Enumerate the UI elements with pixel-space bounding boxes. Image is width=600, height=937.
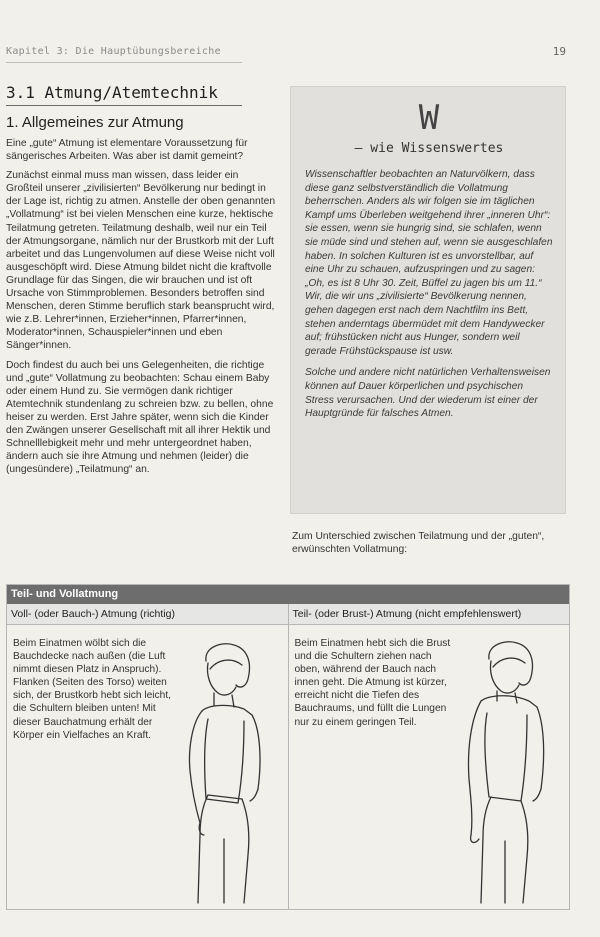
table-title: Teil- und Vollatmung (7, 585, 569, 604)
paragraph-observation: Doch findest du auch bei uns Gelegenheiten, die richtige und „gute“ Vollatmung zu beobachten: Schau einem Baby oder einem Hund zu. Sie vermögen dank richtiger Atemtechnik stundenlang zu schreien bzw. zu bellen, ohne heiser zu werden. Erst Jahre später, wenn sich die Kinder den Zwängen unserer Gesellschaft mit all ihrer Hektik und Schnelllebigkeit mehr und mehr untergeordnet haben, ändern auch sie ihre Atmung und nehmen (leider) die (ungesündere) „Teilatmung“ an. (6, 359, 274, 476)
table-body (7, 625, 569, 910)
page-number: 19 (552, 45, 566, 58)
subsection-title: 1. Allgemeines zur Atmung (6, 114, 184, 131)
figure-chest-breathing-illustration (459, 639, 559, 909)
info-box-paragraph: Solche und andere nicht natürlichen Verhaltensweisen können auf Dauer körperlichen und psychischen Stress verursachen. Und der wiederum ist einer der Hauptgründe für falsches Atmen. (305, 367, 551, 420)
main-text-column (6, 83, 276, 482)
breathing-comparison-table (6, 584, 570, 910)
cell-partial-breathing (288, 625, 570, 910)
partial-breathing-description: Beim Einatmen hebt sich die Brust und die Schultern ziehen nach oben, während der Bauch nach innen geht. Die Atmung ist kürzer, erreicht nicht die Tiefen des Bauchraums, und füllt die Lungen nur zu einem geringen Teil. (294, 638, 451, 728)
full-breathing-description: Beim Einatmen wölbt sich die Bauchdecke nach außen (die Luft nimmt diesen Platz in Anspruch). Flanken (Seiten des Torso) weiten sich, der Brustkorb hebt sich leicht, die Schultern bleiben unten! Mit dieser Bauchatmung erhält der Körper ein Vielfaches an Kraft. (13, 638, 171, 741)
figure-belly-breathing-illustration (178, 639, 278, 909)
column-header-full-breathing: Voll- (oder Bauch-) Atmung (richtig) (7, 604, 288, 624)
running-head: Kapitel 3: Die Hauptübungsbereiche (6, 46, 221, 57)
section-title: 3.1 Atmung/Atemtechnik (6, 83, 242, 106)
column-header-partial-breathing: Teil- (oder Brust-) Atmung (nicht empfehlenswert) (288, 604, 570, 624)
info-box-title: – wie Wissenswertes (354, 141, 504, 156)
paragraph-intro: Eine „gute“ Atmung ist elementare Voraussetzung für sängerisches Arbeiten. Was aber ist damit gemeint? (6, 138, 248, 163)
table-column-headers (7, 604, 569, 625)
paragraph-partial-breathing: Zunächst einmal muss man wissen, dass leider ein Großteil unserer „zivilisierten“ Bevölkerung nur bedingt in der Lage ist, richtig zu atmen. Anstelle der oben genannten „Vollatmung“ ist bei vielen Menschen eine kurze, hektische Teilatmung getreten. Teilatmung deshalb, weil nur ein Teil der Atmungsorgane, nämlich nur der Brustkorb mit der Luft arbeitet und das Lungenvolumen auf diese Weise nicht voll ausgeschöpft wird. Diese Atmung bildet nicht die kraftvolle Grundlage für das Singen, die wir brauchen und ist oft Ursache von Stimmproblemen. Besonders betroffen sind Menschen, deren Stimme beruflich stark beansprucht wird, wie z.B. Lehrer*innen, Erzieher*innen, Pfarrer*innen, Moderator*innen, Schauspieler*innen und eben Sänger*innen. (6, 170, 276, 352)
info-box-letter: W (418, 98, 440, 138)
table-intro-text: Zum Unterschied zwischen Teilatmung und der „guten“, erwünschten Vollatmung: (292, 531, 545, 556)
cell-full-breathing (7, 625, 288, 910)
info-box-wissenswertes (290, 86, 566, 514)
info-box-paragraph: Wissenschaftler beobachten an Naturvölkern, dass diese ganz selbstverständlich die Vollatmung beherrschen. Anders als wir folgen sie im täglichen Kampf ums Überleben weitgehend ihrer „inneren Uhr“: sie essen, wenn sie hungrig sind, sie schlafen, wenn sie müde sind und stehen auf, wenn sie ausgeschlafen haben. In solchen Kulturen ist es unvorstellbar, auf eine Uhr zu schauen, aufzuspringen und zu sagen: „Oh, es ist 8 Uhr 30. Zeit, Büffel zu jagen bis um 11.“ Wir, die wir uns „zivilisierte“ Bevölkerung nennen, gehen dagegen erst nach dem Nachtfilm ins Bett, stehen anderntags übermüdet mit dem Handywecker auf; frühstücken nicht aus Hunger, sondern weil gerade Frühstückspause ist usw. (305, 169, 553, 357)
header-rule (6, 62, 242, 63)
